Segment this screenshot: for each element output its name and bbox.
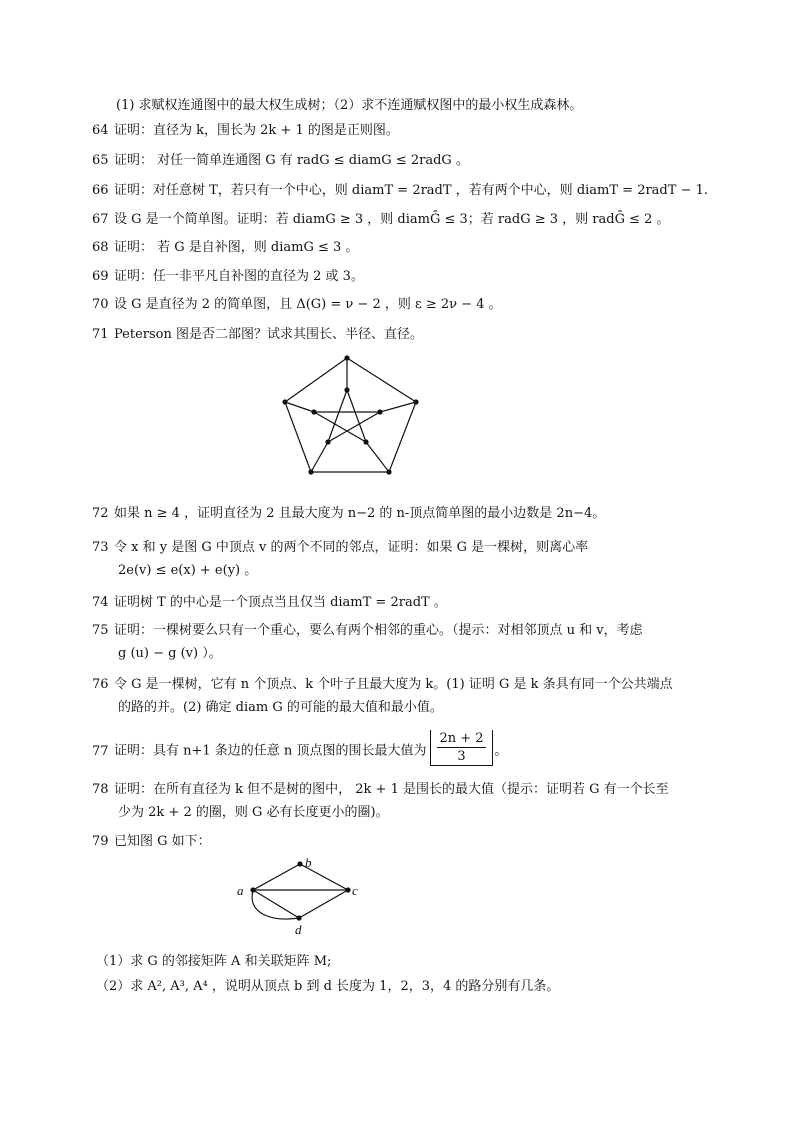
vertex-label-d: d: [295, 922, 302, 937]
vertex-label-c: c: [352, 883, 358, 898]
problem-68: 68 证明： 若 G 是自补图，则 diamG ≤ 3 。: [92, 240, 359, 255]
problem-76-cont: 的路的并。(2) 确定 diam G 的可能的最大值和最小值。: [118, 700, 443, 715]
vertex-label-a: a: [237, 883, 244, 898]
problem-65: 65 证明： 对任一简单连通图 G 有 radG ≤ diamG ≤ 2radG 。: [92, 153, 469, 168]
problem-71: 71 Peterson 图是否二部图？试求其围长、半径、直径。: [92, 327, 423, 342]
problem-66: 66 证明：对任意树 T，若只有一个中心，则 diamT = 2radT ，若有两个中心，则 diamT = 2radT − 1.: [92, 183, 708, 198]
problem-64: 64 证明：直径为 k，围长为 2k + 1 的图是正则图。: [92, 123, 399, 138]
problem-74: 74 证明树 T 的中心是一个顶点当且仅当 diamT = 2radT 。: [92, 595, 447, 610]
problem-72: 72 如果 n ≥ 4 ，证明直径为 2 且最大度为 n−2 的 n-顶点简单图的最小边数是 2n−4。: [92, 506, 606, 521]
graph-g-figure: [232, 852, 367, 938]
problem-70: 70 设 G 是直径为 2 的简单图，且 Δ(G) = ν − 2 ，则 ε ≥ 2ν − 4 。: [92, 297, 502, 312]
question-1: （1）求 G 的邻接矩阵 A 和关联矩阵 M;: [96, 954, 332, 969]
problem-67: 67 设 G 是一个简单图。证明：若 diamG ≥ 3 ，则 diamḠ ≤ 3；若 radG ≥ 3 ，则 radḠ ≤ 2 。: [92, 212, 670, 227]
problem-75: 75 证明：一棵树要么只有一个重心，要么有两个相邻的重心。（提示：对相邻顶点 u 和 v，考虑: [92, 623, 643, 638]
problem-77: 77 证明：具有 n+1 条边的任意 n 顶点图的围长最大值为 $\frac{2n + 2}{3}$ 。: [92, 731, 508, 764]
problem-78: 78 证明：在所有直径为 k 但不是树的图中， 2k + 1 是围长的最大值（提示：证明若 G 有一个长至: [92, 782, 669, 797]
vertex-label-b: b: [305, 855, 312, 870]
problem-73: 73 令 x 和 y 是图 G 中顶点 v 的两个不同的邻点，证明：如果 G 是一棵树，则离心率: [92, 540, 589, 555]
problem-76: 76 令 G 是一棵树，它有 n 个顶点、k 个叶子且最大度为 k。(1) 证明 G 是 k 条具有同一个公共端点: [92, 677, 673, 692]
petersen-graph-figure: [270, 350, 430, 480]
problem-75-cont: g (u) − g (v) ）。: [118, 646, 222, 661]
question-2: （2）求 A², A³, A⁴ ，说明从顶点 b 到 d 长度为 1，2，3，4 的路分别有几条。: [96, 979, 560, 994]
problem-79: 79 已知图 G 如下：: [92, 834, 211, 849]
problem-73-cont: 2e(v) ≤ e(x) + e(y) 。: [118, 563, 258, 578]
problem-78-cont: 少为 2k + 2 的圈，则 G 必有长度更小的圈)。: [118, 805, 389, 820]
problem-69: 69 证明：任一非平凡自补图的直径为 2 或 3。: [92, 269, 364, 284]
floor-fraction: $\frac{2n + 2}{3}$: [430, 730, 492, 766]
intro-line: (1) 求赋权连通图中的最大权生成树；（2）求不连通赋权图中的最小权生成森林。: [116, 98, 583, 113]
